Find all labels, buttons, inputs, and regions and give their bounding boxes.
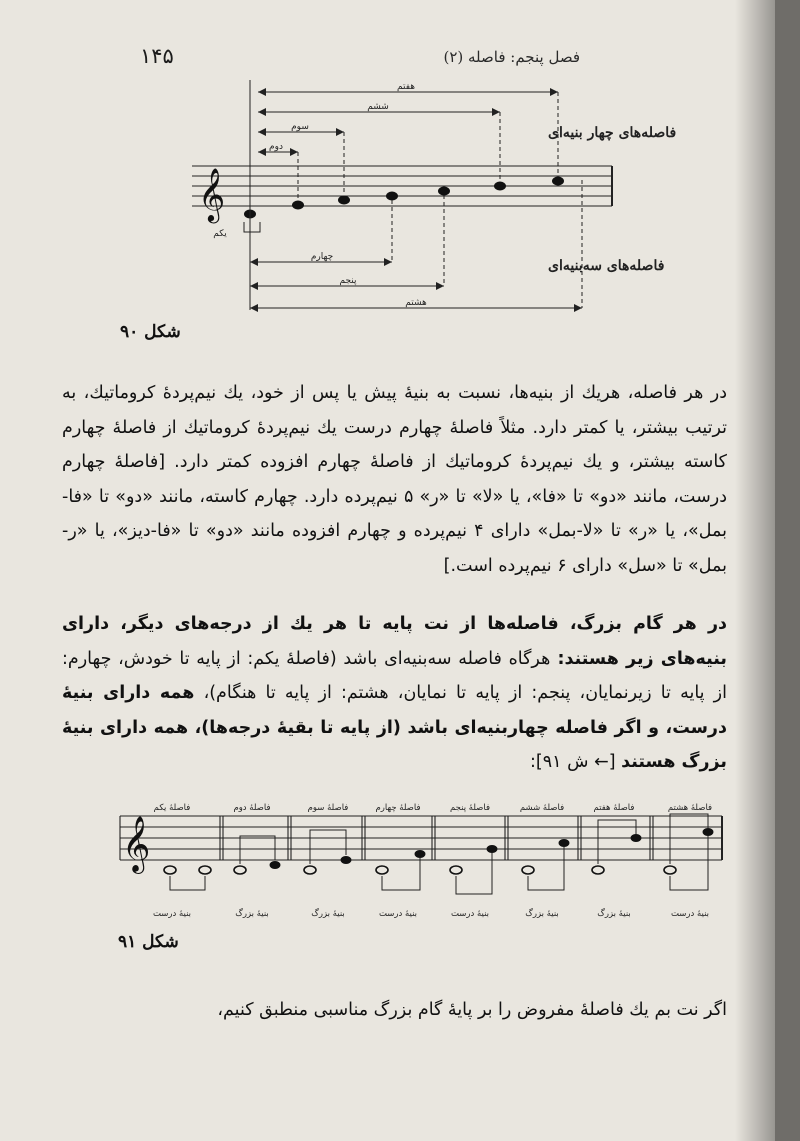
treble-clef-icon: 𝄞 [198,167,226,221]
interval-label-seventh: هفتم [396,82,416,92]
figure-90-caption: شکل ۹۰ [120,322,181,342]
paragraph-continuation: اگر نت بم یك فاصلهٔ مفروض را بر پایهٔ گام بزرگ مناسبی منطبق کنیم، [217,1000,727,1020]
page-number: ۱۴۵ [140,44,174,68]
figure-91-staff [0,790,775,930]
interval-title-3: فاصلهٔ سوم [307,803,349,813]
interval-label-first: یکم [213,229,227,239]
paragraph-lead: در هر گام بزرگ، فاصله‌ها از نت پایه تا هر یك از درجه‌های دیگر، دارای بنیه‌های زیر هستند: [62,614,727,669]
interval-quality-8: بنیهٔ درست [670,909,710,919]
interval-quality-4: بنیهٔ درست [378,909,418,919]
three-span-intervals-label: فاصله‌های سه‌بنیه‌ای [548,258,665,274]
interval-quality-3: بنیهٔ بزرگ [311,909,345,919]
paragraph-bold-conclusion: همه دارای بنیهٔ درست، و اگر فاصله چهاربنیه‌ای باشد (از پایه تا بقیهٔ درجه‌ها)، همه دارای بنیهٔ بزرگ هستند [62,683,727,772]
paragraph-major-scale [62,607,727,780]
interval-title-1: فاصلهٔ یکم [153,803,191,813]
interval-label-sixth: ششم [367,102,389,112]
interval-title-4: فاصلهٔ چهارم [375,803,421,813]
interval-title-2: فاصلهٔ دوم [233,803,271,813]
interval-title-6: فاصلهٔ ششم [519,803,565,813]
paragraph-reference: [← ش ۹۱]: [530,752,622,772]
interval-label-third: سوم [291,122,309,132]
interval-label-eighth: هشتم [405,298,427,308]
interval-title-7: فاصلهٔ هفتم [593,803,635,813]
paragraph-intro: در هر فاصله، هریك از بنیه‌ها، نسبت به بنیهٔ پیش یا پس از خود، یك نیم‌پردهٔ کروماتیك، به ترتیب بیشتر، یا کمتر دارد. مثلاً فاصلهٔ چهارم درست یك نیم‌پردهٔ کروماتیك از فاصلهٔ چهارم کاسته بیشتر، و یك نیم‌پردهٔ کروماتیك از فاصلهٔ چهارم افزوده کمتر دارد. [فاصلهٔ چهارم درست، مانند «دو» تا «فا»، یا «لا» تا «ر» ۵ نیم‌پرده دارد. چهارم کاسته، مانند «دو» تا «فا-بمل»، یا «ر» تا «لا-بمل» دارای ۴ نیم‌پرده و چهارم افزوده مانند «دو» تا «فا-دیز»، یا «ر-بمل» تا «سل» دارای ۶ نیم‌پرده است.] [62,383,728,576]
figure-91-caption: شکل ۹۱ [118,932,179,952]
page-gutter-shadow [735,0,775,1141]
interval-quality-1: بنیهٔ درست [152,909,192,919]
chapter-title: فصل پنجم: فاصله (۲) [443,48,580,66]
four-span-intervals-label: فاصله‌های چهار بنیه‌ای [548,125,677,141]
paragraph-middle: هرگاه فاصله سه‌بنیه‌ای باشد (فاصلهٔ یکم: از پایه تا خودش، چهارم: از پایه تا زیرنمایان، پنجم: از پایه تا نمایان، هشتم: از پایه تا هنگام)، [62,648,727,703]
interval-quality-7: بنیهٔ بزرگ [597,909,631,919]
treble-clef-icon: 𝄞 [122,816,151,872]
interval-quality-5: بنیهٔ درست [450,909,490,919]
interval-title-5: فاصلهٔ پنجم [449,803,491,813]
interval-label-second: دوم [269,142,283,152]
interval-label-fourth: چهارم [310,252,334,262]
figure-90-staff [0,0,775,340]
interval-quality-2: بنیهٔ بزرگ [235,909,269,919]
interval-label-fifth: پنجم [339,276,357,286]
interval-quality-6: بنیهٔ بزرگ [525,909,559,919]
interval-title-8: فاصلهٔ هشتم [667,803,713,813]
